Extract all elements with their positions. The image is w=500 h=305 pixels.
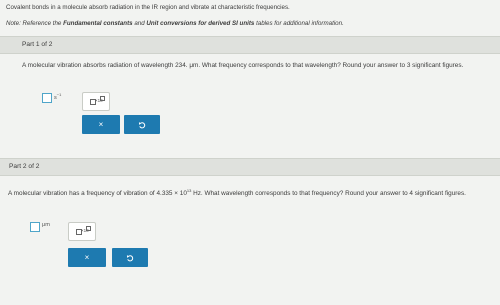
part2-question: A molecular vibration has a frequency of vibration of $4.335 \times 10^{13}$ Hz. What wavelength corresponds to that frequency? Round your answer to 4 significant figures. — [8, 188, 466, 198]
reference-note: Note: Reference the Fundamental constants and Unit conversions for derived SI units tables for additional information. — [6, 20, 344, 27]
part2-undo-button[interactable] — [112, 248, 148, 267]
part1-header: Part 1 of 2 — [0, 36, 500, 54]
undo-icon — [138, 121, 146, 129]
part1-undo-button[interactable] — [124, 115, 160, 134]
exponent-box-icon — [86, 226, 91, 231]
part1-question: A molecular vibration absorbs radiation of wavelength 234. μm. What frequency corresponds to that wavelength? Round your answer to 3 significant figures. — [22, 62, 464, 69]
part2-clear-button[interactable] — [68, 248, 106, 267]
part2-sci-notation-button[interactable] — [68, 222, 96, 241]
intro-line: Covalent bonds in a molecule absorb radiation in the IR region and vibrate at characteristic frequencies. — [6, 4, 290, 11]
part1-sci-notation-button[interactable] — [82, 92, 110, 111]
fundamental-constants-link[interactable]: Fundamental constants — [63, 20, 133, 27]
part2-header: Part 2 of 2 — [0, 158, 500, 176]
part1-answer-input[interactable] — [42, 93, 52, 103]
part2-unit: μm — [42, 222, 50, 228]
intro-text — [6, 3, 496, 28]
times-ten-label: ×10 — [95, 98, 103, 103]
unit-conversions-link[interactable]: Unit conversions for derived SI units — [146, 20, 255, 27]
close-icon: × — [84, 253, 90, 262]
close-icon: × — [98, 120, 104, 129]
exponent-box-icon — [100, 96, 105, 101]
undo-icon — [126, 254, 134, 262]
part1-clear-button[interactable] — [82, 115, 120, 134]
part1-unit: $s^{-1}$ — [54, 92, 62, 101]
times-ten-label: ×10 — [81, 228, 89, 233]
part2-answer-input[interactable] — [30, 222, 40, 232]
